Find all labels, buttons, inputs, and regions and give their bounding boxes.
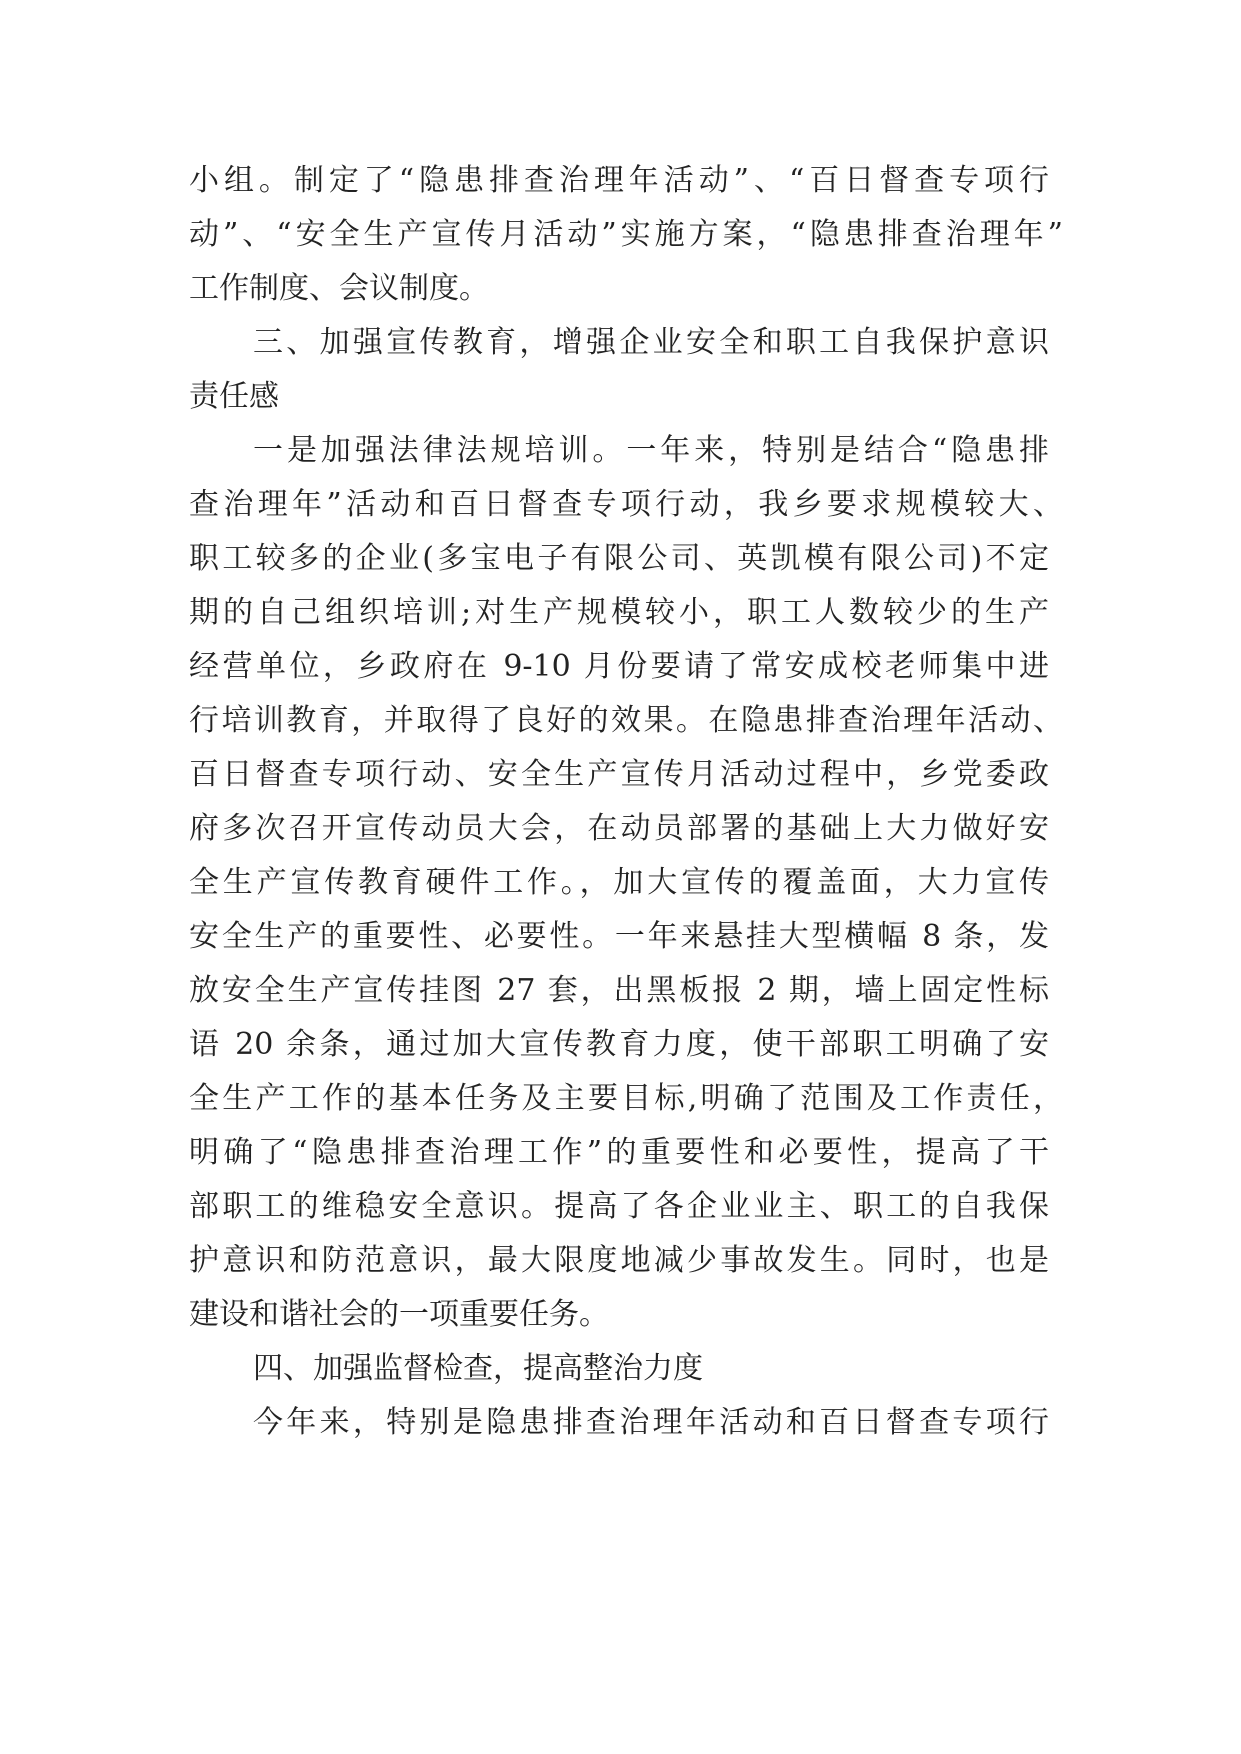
text-line-2: 动”、“安全生产宣传月活动”实施方案，“隐患排查治理年” [189,217,1063,252]
text-line-24: 今年来，特别是隐患排查治理年活动和百日督查专项行 [253,1405,1049,1440]
text-line-21: 护意识和防范意识，最大限度地减少事故发生。同时，也是 [189,1243,1049,1278]
section-heading-3-line-1: 三、加强宣传教育，增强企业安全和职工自我保护意识 [253,325,1049,360]
text-line-22: 建设和谐社会的一项重要任务。 [189,1297,609,1332]
text-line-8: 职工较多的企业(多宝电子有限公司、英凯模有限公司)不定 [189,541,1049,576]
text-line-7: 查治理年”活动和百日督查专项行动，我乡要求规模较大、 [189,487,1063,522]
text-line-13: 府多次召开宣传动员大会，在动员部署的基础上大力做好安 [189,811,1049,846]
section-heading-3-line-2: 责任感 [189,379,279,414]
text-line-11: 行培训教育，并取得了良好的效果。在隐患排查治理年活动、 [189,703,1063,738]
text-line-20: 部职工的维稳安全意识。提高了各企业业主、职工的自我保 [189,1189,1049,1224]
text-line-19: 明确了“隐患排查治理工作”的重要性和必要性，提高了干 [189,1135,1049,1170]
section-heading-4: 四、加强监督检查，提高整治力度 [253,1351,703,1386]
text-line-10: 经营单位，乡政府在 9-10 月份要请了常安成校老师集中进 [189,649,1049,684]
text-line-9: 期的自己组织培训;对生产规模较小，职工人数较少的生产 [189,595,1049,630]
text-line-17: 语 20 余条，通过加大宣传教育力度，使干部职工明确了安 [189,1027,1049,1062]
text-line-6: 一是加强法律法规培训。一年来，特别是结合“隐患排 [253,433,1049,468]
text-line-15: 安全生产的重要性、必要性。一年来悬挂大型横幅 8 条，发 [189,919,1049,954]
text-line-18: 全生产工作的基本任务及主要目标,明确了范围及工作责任， [189,1081,1063,1116]
text-line-3: 工作制度、会议制度。 [189,271,489,306]
text-line-12: 百日督查专项行动、安全生产宣传月活动过程中，乡党委政 [189,757,1049,792]
text-line-16: 放安全生产宣传挂图 27 套，出黑板报 2 期，墙上固定性标 [189,973,1049,1008]
text-line-1: 小组。制定了“隐患排查治理年活动”、“百日督查专项行 [189,163,1049,198]
text-line-14: 全生产宣传教育硬件工作。，加大宣传的覆盖面，大力宣传 [189,865,1049,900]
